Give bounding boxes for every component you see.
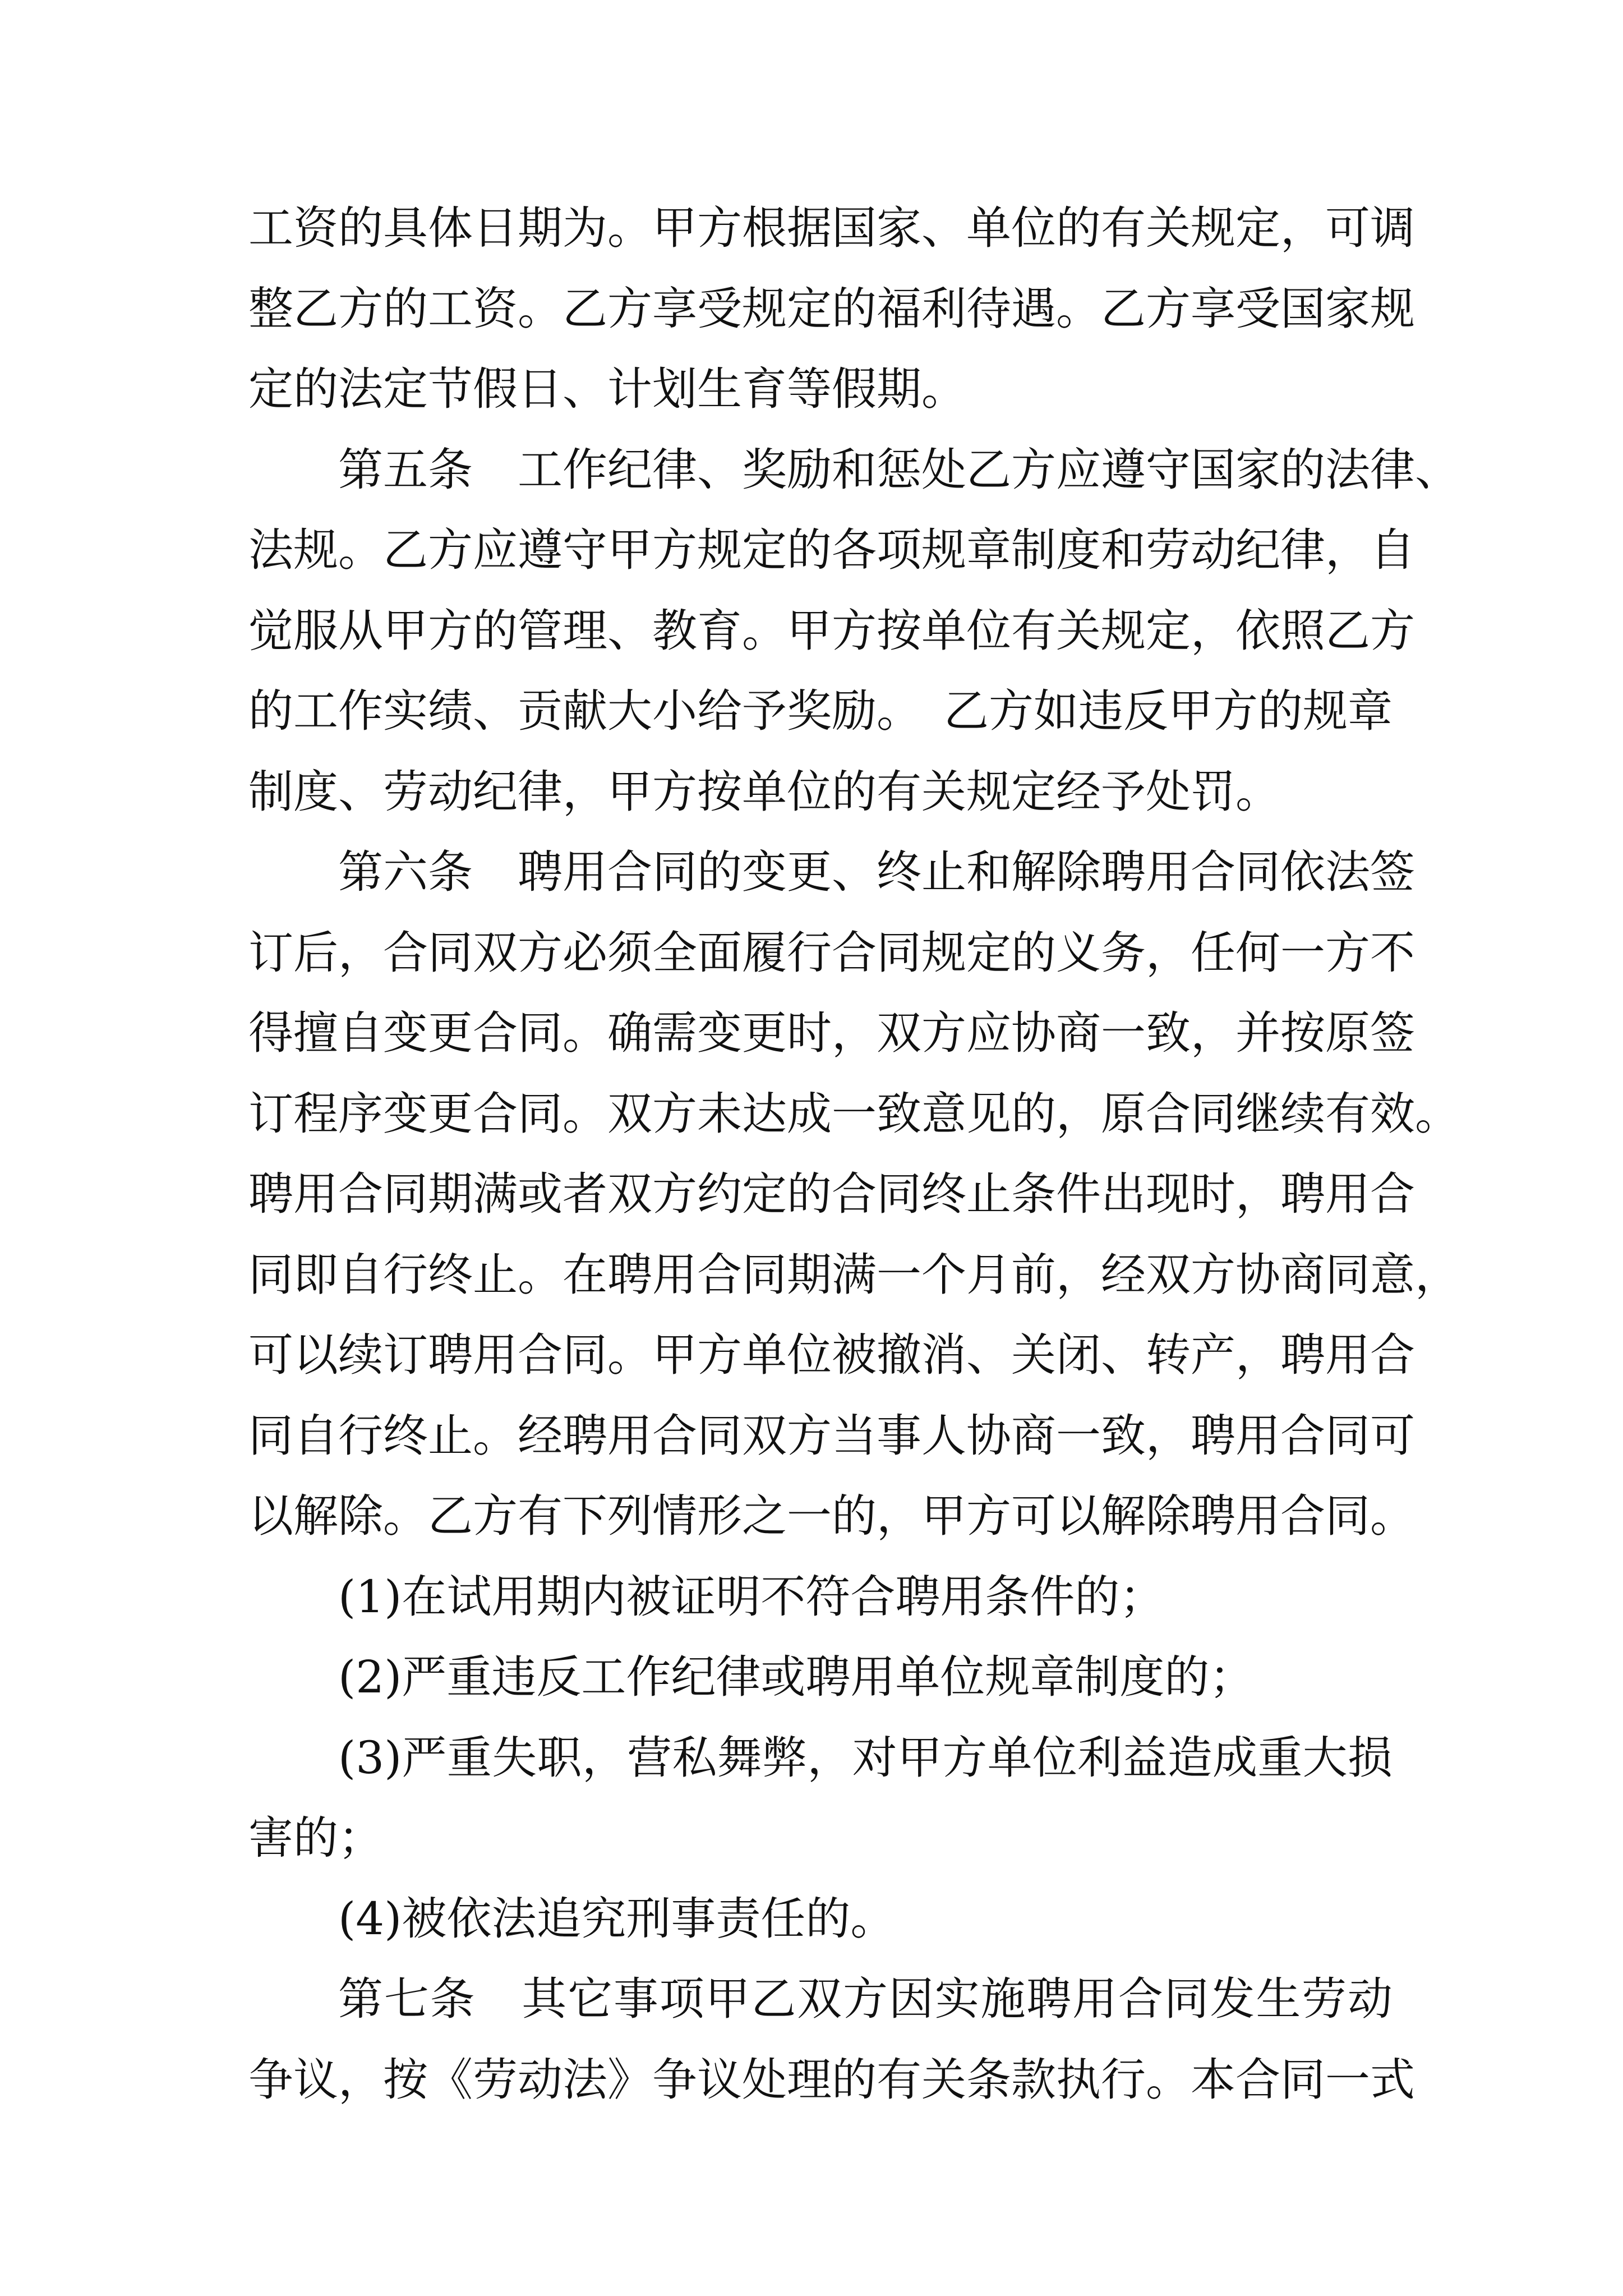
text-line: 聘用合同期满或者双方约定的合同终止条件出现时，聘用合 (248, 1168, 1415, 1220)
text-line: 定的法定节假日、计划生育等假期。 (248, 363, 966, 415)
text-line: 可以续订聘用合同。甲方单位被撤消、关闭、转产，聘用合 (248, 1329, 1415, 1381)
text-line: 法规。乙方应遵守甲方规定的各项规章制度和劳动纪律，自 (248, 524, 1415, 576)
list-item-4: (4)被依法追究刑事责任的。 (338, 1892, 896, 1945)
list-item-3-continued: 害的； (248, 1812, 383, 1864)
text-line: 订后，合同双方必须全面履行合同规定的义务，任何一方不 (248, 926, 1415, 979)
text-line: 得擅自变更合同。确需变更时，双方应协商一致，并按原签 (248, 1007, 1415, 1059)
article-5-heading-line: 第五条 工作纪律、奖励和惩处乙方应遵守国家的法律、 (338, 443, 1460, 496)
text-line: 同即自行终止。在聘用合同期满一个月前，经双方协商同意， (248, 1248, 1460, 1301)
contract-body-text (248, 188, 1460, 2120)
text-line: 制度、劳动纪律，甲方按单位的有关规定经予处罚。 (248, 765, 1280, 818)
text-line: 订程序变更合同。双方未达成一致意见的，原合同继续有效。 (248, 1087, 1460, 1140)
article-7-heading-line: 第七条 其它事项甲乙双方因实施聘用合同发生劳动 (338, 1973, 1393, 2025)
text-line: 以解除。乙方有下列情形之一的，甲方可以解除聘用合同。 (248, 1490, 1415, 1542)
text-line: 整乙方的工资。乙方享受规定的福利待遇。乙方享受国家规 (248, 282, 1415, 335)
article-6-heading-line: 第六条 聘用合同的变更、终止和解除聘用合同依法签 (338, 846, 1415, 898)
list-item-3: (3)严重失职，营私舞弊，对甲方单位利益造成重大损 (338, 1731, 1393, 1784)
list-item-1: (1)在试用期内被证明不符合聘用条件的； (338, 1570, 1165, 1623)
text-line: 的工作实绩、贡献大小给予奖励。 乙方如违反甲方的规章 (248, 685, 1393, 737)
text-line: 同自行终止。经聘用合同双方当事人协商一致，聘用合同可 (248, 1409, 1415, 1462)
list-item-2: (2)严重违反工作纪律或聘用单位规章制度的； (338, 1651, 1255, 1703)
text-line: 争议，按《劳动法》争议处理的有关条款执行。本合同一式 (248, 2053, 1415, 2106)
text-line: 工资的具体日期为。甲方根据国家、单位的有关规定，可调 (248, 202, 1415, 254)
text-line: 觉服从甲方的管理、教育。甲方按单位有关规定，依照乙方 (248, 604, 1415, 657)
